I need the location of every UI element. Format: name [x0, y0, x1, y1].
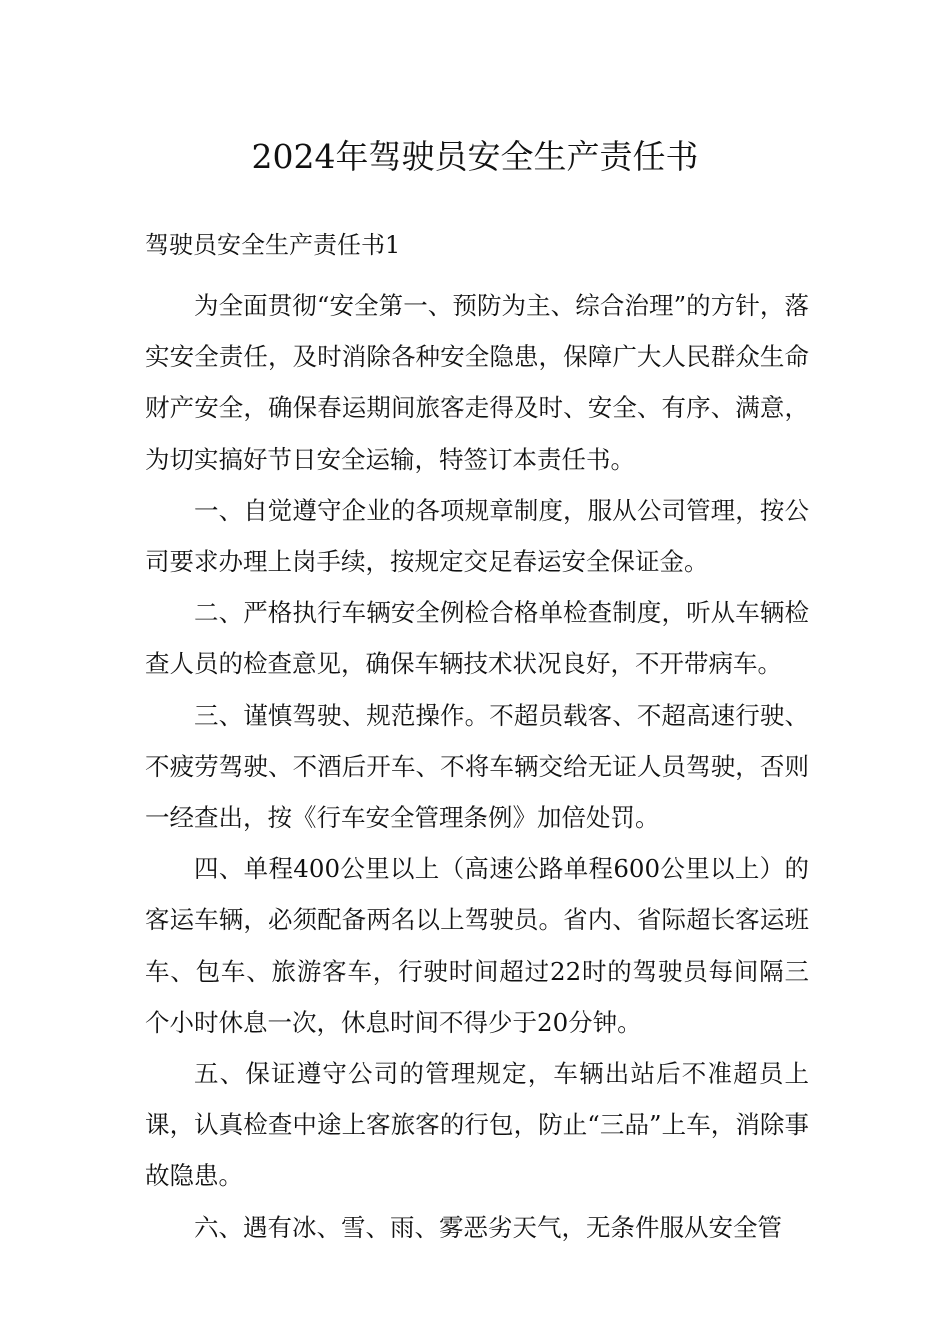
paragraph-item-2: 二、严格执行车辆安全例检合格单检查制度，听从车辆检查人员的检查意见，确保车辆技术状况良好，不开带病车。 — [145, 598, 809, 679]
paragraph-intro: 为全面贯彻“安全第一、预防为主、综合治理”的方针，落实安全责任，及时消除各种安全隐患，保障广大人民群众生命财产安全，确保春运期间旅客走得及时、安全、有序、满意，为切实搞好节日安全运输，特签订本责任书。 — [145, 291, 809, 474]
paragraph-item-6: 六、遇有冰、雪、雨、雾恶劣天气，无条件服从安全管 — [194, 1212, 782, 1242]
document-body — [145, 280, 809, 1253]
section-heading: 驾驶员安全生产责任书1 — [145, 231, 401, 259]
paragraph-item-5: 五、保证遵守公司的管理规定，车辆出站后不准超员上课，认真检查中途上客旅客的行包，防止“三品”上车，消除事故隐患。 — [145, 1059, 809, 1191]
document-title: 2024年驾驶员安全生产责任书 — [251, 137, 699, 176]
paragraph-item-4: 四、单程400公里以上（高速公路单程600公里以上）的客运车辆，必须配备两名以上驾驶员。省内、省际超长客运班车、包车、旅游客车，行驶时间超过22时的驾驶员每间隔三个小时休息一次，休息时间不得少于20分钟。 — [145, 854, 809, 1037]
paragraph-item-3: 三、谨慎驾驶、规范操作。不超员载客、不超高速行驶、不疲劳驾驶、不酒后开车、不将车辆交给无证人员驾驶，否则一经查出，按《行车安全管理条例》加倍处罚。 — [145, 700, 809, 833]
paragraph-item-1: 一、自觉遵守企业的各项规章制度，服从公司管理，按公司要求办理上岗手续，按规定交足春运安全保证金。 — [145, 495, 809, 577]
